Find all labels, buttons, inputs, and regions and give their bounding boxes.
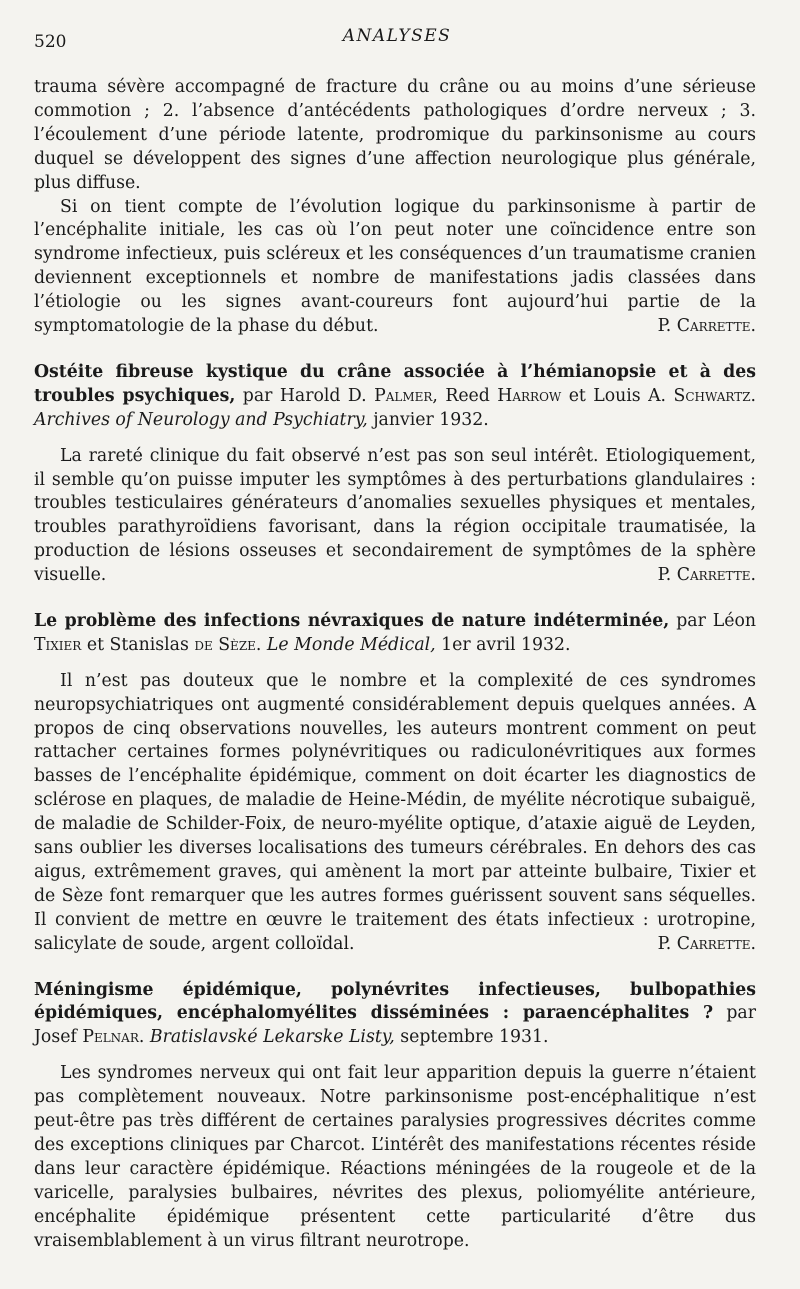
publication-date: septembre 1931. — [400, 1027, 549, 1048]
article-3 — [34, 979, 756, 1254]
author-name: Harrow — [497, 385, 562, 406]
author-name: Schwartz — [673, 385, 751, 406]
running-title: ANALYSES — [342, 26, 452, 46]
article-title: Ostéite fibreuse kystique du crâne associée à l’hémianopsie et à des troubles psychiques, — [34, 361, 756, 406]
author-name: Palmer — [374, 385, 433, 406]
journal-name: Le Monde Médical, — [266, 634, 436, 655]
publication-date: 1er avril 1932. — [441, 634, 571, 655]
journal-name: Bratislavské Lekarske Listy, — [149, 1027, 395, 1048]
intro-paragraph-1: trauma sévère accompagné de fracture du crâne ou au moins d’une sérieuse commotion ; 2. l’absence d’antécédents pathologiques d’ordre nerveux ; 3. l’écoulement d’une période latente, prodromique du parkinsonisme au cours duquel se développent des signes d’une affection neurologique plus générale, plus diffuse. — [34, 77, 756, 193]
article-heading: Ostéite fibreuse kystique du crâne associée à l’hémianopsie et à des troubles psychiques, par Harold D. Palmer, Reed Harrow et Louis A. Schwartz. Archives of Neurology and Psychiatry, janvier 1932. — [34, 361, 757, 430]
journal-name: Archives of Neurology and Psychiatry, — [34, 409, 368, 430]
page-number: 520 — [34, 32, 67, 52]
article-title: Le problème des infections névraxiques de nature indéterminée, — [34, 610, 670, 631]
article-signature: P. Carrette. — [657, 933, 756, 954]
article-title: Méningisme épidémique, polynévrites infectieuses, bulbopathies épidémiques, encéphalomyélites disséminées : paraencéphalites ? — [34, 979, 756, 1024]
article-1 — [34, 361, 756, 588]
page-header — [34, 26, 760, 56]
article-2 — [34, 610, 756, 957]
intro-paragraph-2: Si on tient compte de l’évolution logique du parkinsonisme à partir de l’encéphalite initiale, les cas où l’on peut noter une coïncidence entre son syndrome infectieux, puis scléreux et les conséquences d’un traumatisme cranien deviennent exceptionnels et nombre de manifestations jadis classées dans l’étiologie ou les signes avant-coureurs font aujourd’hui partie de la symptomatologie de la phase du début. — [34, 196, 756, 337]
author-name: Tixier — [34, 634, 82, 655]
article-text: Les syndromes nerveux qui ont fait leur apparition depuis la guerre n’étaient pas complètement nouveaux. Notre parkinsonisme post-encéphalitique n’est peut-être pas très différent de certaines paralysies progressives décrites comme des exceptions cliniques par Charcot. L’intérêt des manifestations récentes réside dans leur caractère épidémique. Réactions méningées de la rougeole et de la varicelle, paralysies bulbaires, névrites des plexus, poliomyélite antérieure, encéphalite épidémique présentent cette particularité d’être dus vraisemblablement à un virus filtrant neurotrope. — [34, 1063, 756, 1251]
publication-date: janvier 1932. — [373, 409, 489, 430]
article-text: Il n’est pas douteux que le nombre et la complexité de ces syndromes neuropsychiatriques ont augmenté considérablement depuis quelques années. A propos de cinq observations nouvelles, les auteurs montrent comment on peut rattacher certaines formes polynévritiques ou radiculonévritiques aux formes basses de l’encéphalite épidémique, comment on doit écarter les diagnostics de sclérose en plaques, de maladie de Heine-Médin, de myélite nécrotique subaiguë, de maladie de Schilder-Foix, de neuro-myélite optique, d’ataxie aiguë de Leyden, sans oublier les diverses localisations des tumeurs cérébrales. En dehors des cas aigus, extrêmement graves, qui amènent la mort par atteinte bulbaire, Tixier et de Sèze font remarquer que les autres formes guérissent souvent sans séquelles. Il convient de mettre en œuvre le traitement des états infectieux : urotropine, salicylate de soude, argent colloïdal. — [34, 670, 756, 954]
article-heading: Méningisme épidémique, polynévrites infectieuses, bulbopathies épidémiques, encéphalomyélites disséminées : paraencéphalites ? par Josef Pelnar. Bratislavské Lekarske Listy, septembre 1931. — [34, 979, 757, 1048]
article-signature: P. Carrette. — [657, 565, 756, 586]
author-name: Pelnar — [82, 1027, 139, 1048]
article-heading: Le problème des infections névraxiques de nature indéterminée, par Léon Tixier et Stanislas de Sèze. Le Monde Médical, 1er avril 1932. — [34, 610, 757, 655]
intro-signature: P. Carrette. — [657, 315, 756, 336]
author-name: de Sèze — [194, 634, 256, 655]
page-body — [34, 76, 756, 1254]
article-text: La rareté clinique du fait observé n’est pas son seul intérêt. Etiologiquement, il semble qu’on puisse imputer les symptômes à des perturbations glandulaires : troubles testiculaires générateurs d’anomalies sexuelles physiques et mentales, troubles parathyroïdiens favorisant, dans la région occipitale traumatisée, la production de lésions osseuses et secondairement de symptômes de la sphère visuelle. — [34, 445, 756, 586]
